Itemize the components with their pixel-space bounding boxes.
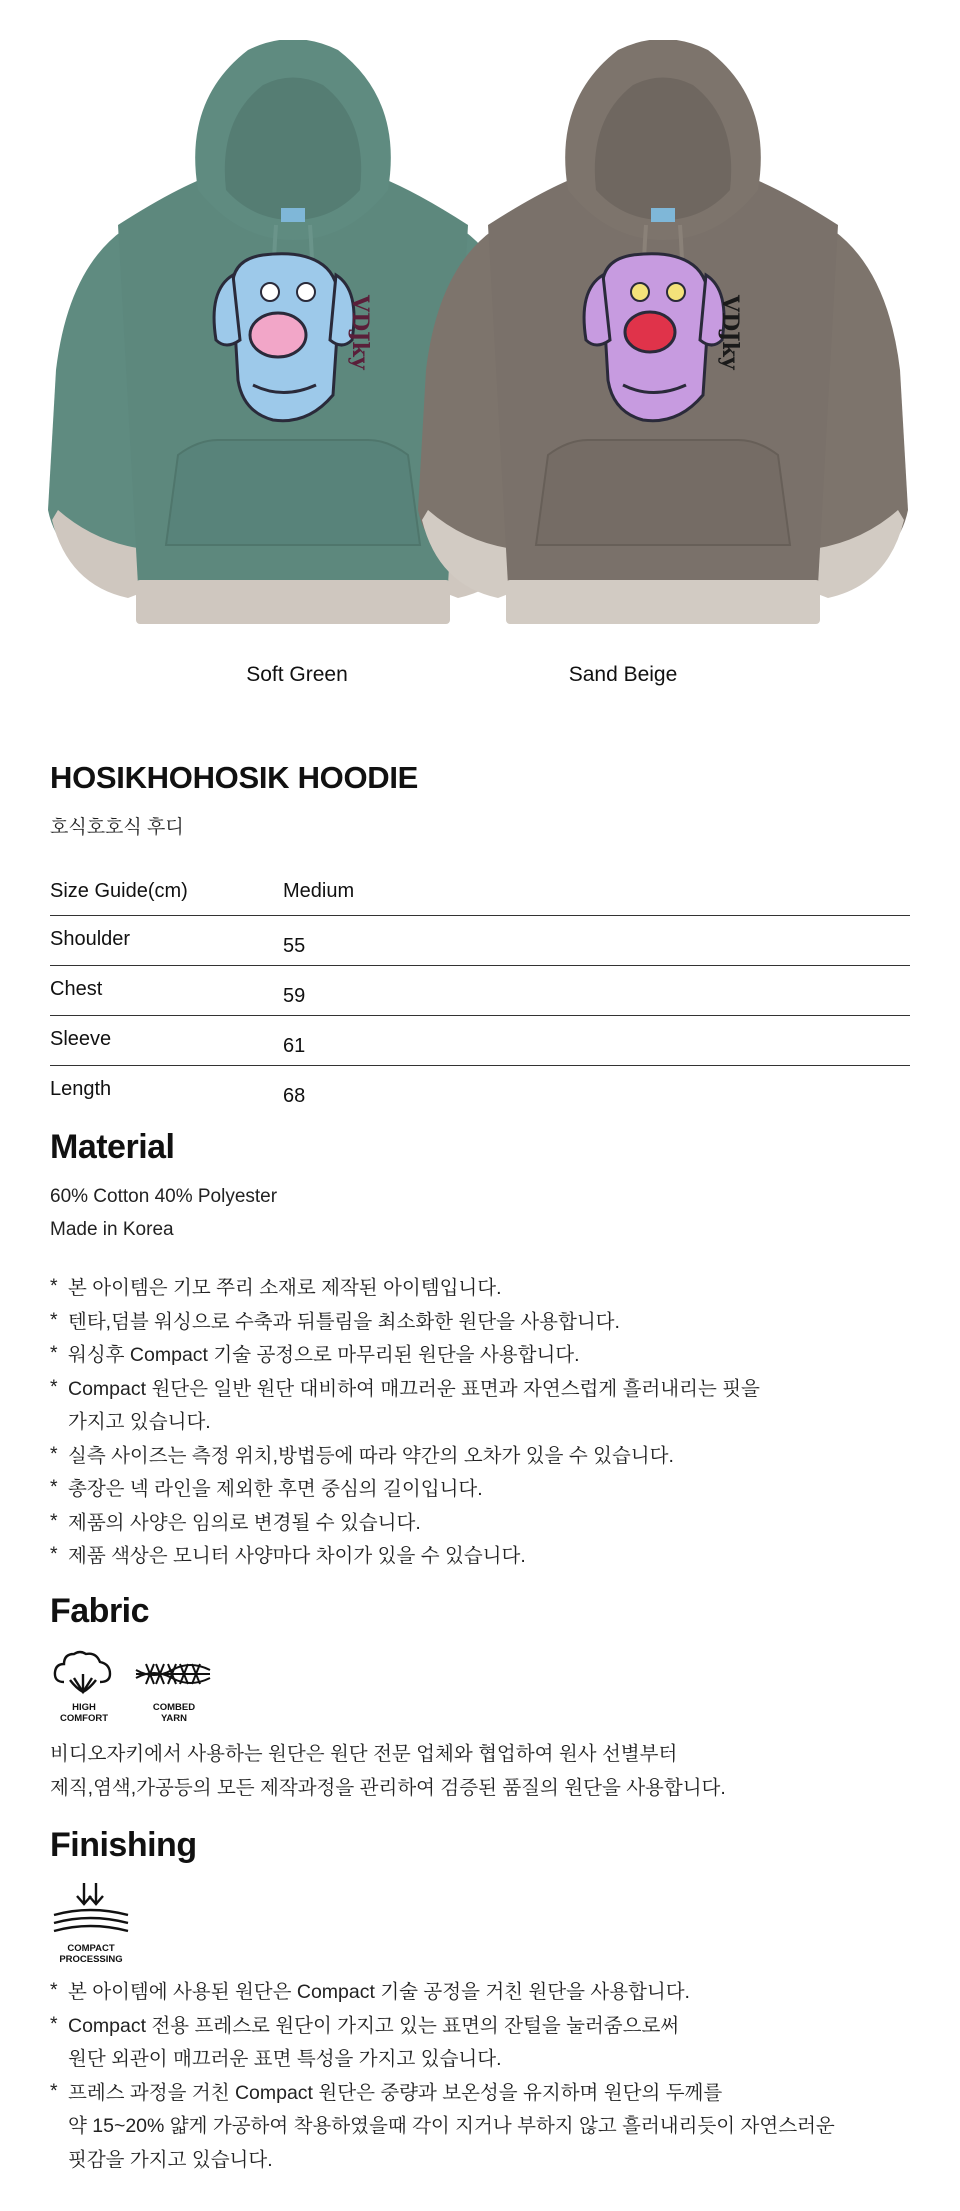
material-composition: 60% Cotton 40% Polyester [50,1186,278,1207]
compact-processing-icon-group [50,1881,140,1965]
fabric-text-line: 제직,염색,가공등의 모든 제작과정을 관리하여 검증된 품질의 원단을 사용합니다. [50,1776,726,1799]
product-title: HOSIKHOHOSIK HOODIE [50,760,419,795]
list-item-continuation: 가지고 있습니다. [68,1411,211,1433]
hoodie-sand-beige-image [418,40,908,640]
product-subtitle: 호식호호식 후디 [50,817,184,838]
finishing-heading: Finishing [50,1826,197,1864]
material-origin: Made in Korea [50,1219,174,1240]
product-images [0,0,960,690]
cotton-icon [52,1648,114,1698]
variant-label-sand-beige: Sand Beige [568,663,678,686]
yarn-icon [134,1656,212,1692]
table-row [50,1066,910,1116]
size-guide-size: Medium [283,880,355,902]
list-item: * Compact 전용 프레스로 원단이 가지고 있는 표면의 잔털을 눌러줌으로써 [50,2010,930,2044]
size-table-header [50,866,910,916]
list-item: * 본 아이템에 사용된 원단은 Compact 기술 공정을 거친 원단을 사용합니다. [50,1976,930,2010]
row-label: Shoulder [50,928,131,950]
cotton-icon-caption: HIGH COMFORT [59,1702,109,1724]
row-value: 55 [283,935,306,957]
fabric-icons [50,1648,230,1728]
fabric-text-line: 비디오자키에서 사용하는 원단은 원단 전문 업체와 협업하여 원사 선별부터 [50,1743,678,1765]
list-item: * Compact 원단은 일반 원단 대비하여 매끄러운 표면과 자연스럽게 흘러내리는 핏을 [50,1373,930,1407]
list-item: * 제품 색상은 모니터 사양마다 차이가 있을 수 있습니다. [50,1540,930,1574]
material-notes [50,1272,930,1574]
list-item: * 프레스 과정을 거친 Compact 원단은 중량과 보온성을 유지하며 원단의 두께를 [50,2077,930,2111]
list-item-continuation: 원단 외관이 매끄러운 표면 특성을 가지고 있습니다. [68,2048,502,2070]
finishing-notes [50,1976,930,2177]
table-row [50,1016,910,1066]
table-row [50,966,910,1016]
svg-text:VDJky: VDJky [347,295,373,370]
fabric-description [50,1738,930,1805]
compact-processing-caption: COMPACT PROCESSING [59,1943,123,1965]
size-guide-table [50,866,910,1116]
row-label: Chest [50,978,103,1000]
list-item: * 텐타,덤블 워싱으로 수축과 뒤틀림을 최소화한 원단을 사용합니다. [50,1306,930,1340]
list-item-continuation: 약 15~20% 얇게 가공하여 착용하였을때 각이 지거나 부하지 않고 흘러내리듯이 자연스러운 [68,2115,835,2137]
size-guide-label: Size Guide(cm) [50,880,188,902]
row-value: 61 [283,1035,306,1057]
variant-label-soft-green: Soft Green [246,663,348,686]
list-item: * 제품의 사양은 임의로 변경될 수 있습니다. [50,1507,930,1541]
row-label: Length [50,1078,112,1100]
list-item: * 워싱후 Compact 기술 공정으로 마무리된 원단을 사용합니다. [50,1339,930,1373]
material-heading: Material [50,1128,175,1166]
yarn-icon-caption: COMBED YARN [152,1702,196,1724]
row-value: 59 [283,985,306,1007]
fabric-heading: Fabric [50,1592,150,1630]
list-item-continuation: 핏감을 가지고 있습니다. [68,2148,273,2171]
compact-processing-icon [50,1881,132,1941]
row-value: 68 [283,1085,306,1107]
list-item: * 실측 사이즈는 측정 위치,방법등에 따라 약간의 오차가 있을 수 있습니다. [50,1440,930,1474]
svg-text:VDJky: VDJky [717,295,743,370]
table-row [50,916,910,966]
list-item: * 본 아이템은 기모 쭈리 소재로 제작된 아이템입니다. [50,1272,930,1306]
list-item: * 총장은 넥 라인을 제외한 후면 중심의 길이입니다. [50,1473,930,1507]
row-label: Sleeve [50,1028,112,1050]
